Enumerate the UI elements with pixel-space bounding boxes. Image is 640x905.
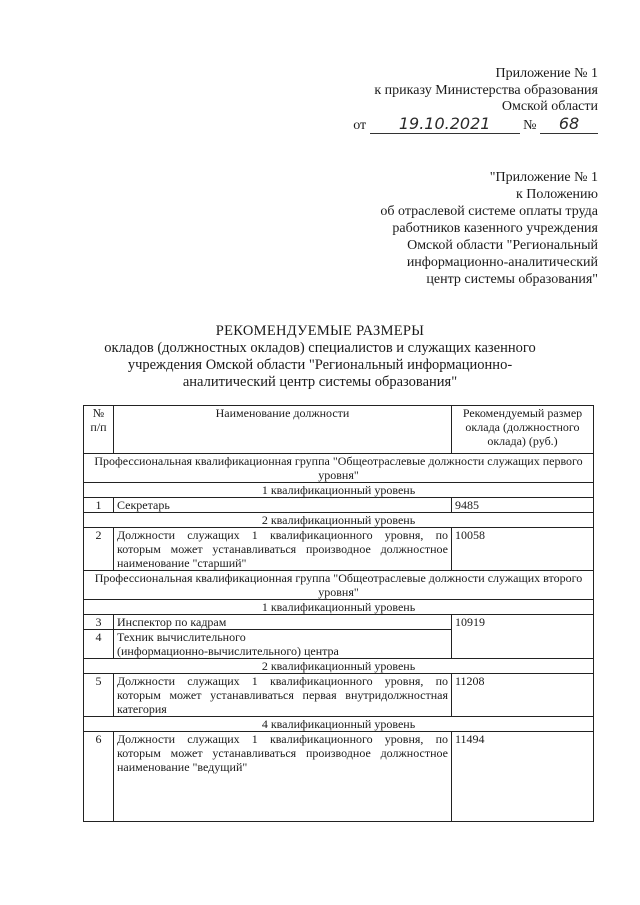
row-number: 3 [84,615,114,630]
row-position-name [114,630,452,659]
row-salary: 11208 [452,674,594,717]
order-number-handwritten: 68 [558,113,580,133]
header-number: № п/п [84,406,114,454]
table-row [84,498,594,513]
table-row [84,674,594,717]
header-position-name: Наименование должности [114,406,452,454]
row-number: 5 [84,674,114,717]
annex-regulation-block [298,169,598,288]
group-row [84,571,594,600]
order-number-field [540,113,598,134]
row-number: 1 [84,498,114,513]
row-salary: 9485 [452,498,594,513]
row-position-name: Инспектор по кадрам [114,615,452,630]
row-position-name-line-2: (информационно-вычислительного) центра [117,644,339,658]
group1-level-2: 2 квалификационный уровень [84,513,594,528]
order-date-row [298,113,598,135]
annex-quote-line-6: информационно-аналитический [406,255,598,270]
heading-subtitle-2: учреждения Омской области "Региональный информационно- [127,357,513,373]
group1-level-1: 1 квалификационный уровень [84,483,594,498]
row-salary: 10919 [452,615,594,659]
row-position-name: Секретарь [114,498,452,513]
annex-quote-line-4: работников казенного учреждения [392,221,598,236]
row-position-name-line-1: Техник вычислительного [117,630,246,644]
annex-region: Омской области [501,99,598,114]
row-salary: 11494 [452,732,594,822]
table-row [84,732,594,822]
level-row [84,717,594,732]
group-title-1: Профессиональная квалификационная группа "Общеотраслевые должности служащих первого уровня" [84,454,594,483]
annex-order-ref: к приказу Министерства образования [374,82,598,98]
level-row [84,600,594,615]
annex-title: Приложение № 1 [495,66,598,81]
heading-subtitle-1: окладов (должностных окладов) специалистов и служащих казенного [104,340,536,356]
annex-quote-line-1: "Приложение № 1 [489,170,598,185]
table-row [84,615,594,630]
heading-title: РЕКОМЕНДУЕМЫЕ РАЗМЕРЫ [215,323,425,339]
number-prefix: № [523,117,537,133]
date-prefix: от [353,117,367,133]
row-number: 6 [84,732,114,822]
annex-order-block [298,66,598,134]
group-row [84,454,594,483]
level-row [84,659,594,674]
table-header-row [84,406,594,454]
header-salary: Рекомендуемый размер оклада (должностного оклада) (руб.) [452,406,594,454]
order-date-field [370,113,520,134]
salary-table [83,405,594,822]
annex-quote-line-3: об отраслевой системе оплаты труда [380,204,598,219]
document-heading [70,323,570,391]
row-position-name: Должности служащих 1 квалификационного уровня, по которым может устанавливаться производное должностное наименование "ведущий" [114,732,452,822]
row-position-name: Должности служащих 1 квалификационного уровня, по которым может устанавливаться первая внутридолжностная категория [114,674,452,717]
row-position-name: Должности служащих 1 квалификационного уровня, по которым может устанавливаться производное должностное наименование "старший" [114,528,452,571]
level-row [84,483,594,498]
annex-quote-line-7: центр системы образования" [426,272,598,287]
group-title-2: Профессиональная квалификационная группа "Общеотраслевые должности служащих второго уровня" [84,571,594,600]
row-number: 4 [84,630,114,659]
group2-level-4: 4 квалификационный уровень [84,717,594,732]
group2-level-2: 2 квалификационный уровень [84,659,594,674]
heading-subtitle-3: аналитический центр системы образования" [182,374,458,390]
level-row [84,513,594,528]
table-row [84,528,594,571]
annex-quote-line-5: Омской области "Региональный [407,238,598,253]
order-date-handwritten: 19.10.2021 [398,113,491,133]
annex-quote-line-2: к Положению [515,187,598,202]
row-number: 2 [84,528,114,571]
row-salary: 10058 [452,528,594,571]
group2-level-1: 1 квалификационный уровень [84,600,594,615]
